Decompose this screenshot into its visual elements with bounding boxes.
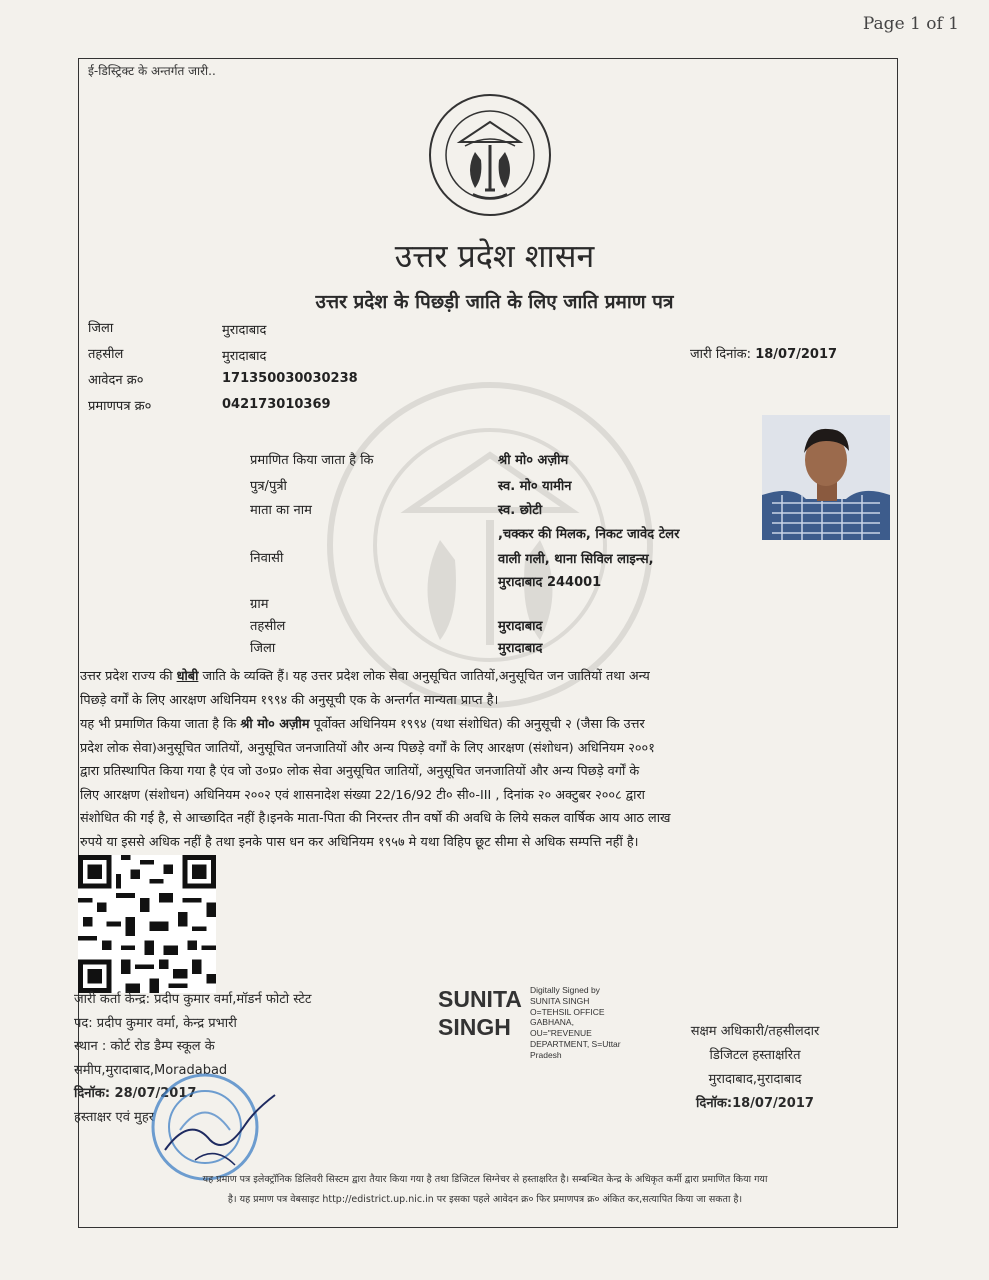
signature-detail-line: Digitally Signed by	[530, 985, 600, 995]
caste-text-suffix: जाति के व्यक्ति हैं। यह उत्तर प्रदेश लोक सेवा अनुसूचित जातियों,अनुसूचित जन जातियों तथा अन्य	[198, 669, 650, 684]
caste-paragraph	[80, 665, 888, 712]
certificate-number-value: 042173010369	[222, 397, 331, 412]
signature-detail-line: OU="REVENUE	[530, 1028, 592, 1039]
resident-label: निवासी	[250, 551, 284, 566]
certification-line-4: लिए आरक्षण (संशोधन) अधिनियम २००२ एवं शासनादेश संख्या 22/16/92 टी० सी०-III , दिनांक २० अक्टुबर २००८ द्वारा	[80, 787, 645, 803]
caste-text-prefix: उत्तर प्रदेश राज्य की	[80, 669, 177, 684]
application-number-value: 171350030030238	[222, 371, 358, 386]
certificate-number-label: प्रमाणपत्र क्र०	[88, 399, 152, 414]
certify-label: प्रमाणित किया जाता है कि	[250, 453, 374, 468]
emblem-watermark-icon	[300, 380, 680, 710]
tehsil-label: तहसील	[88, 347, 124, 362]
certification-line-3: द्वारा प्रतिस्थापित किया गया है एंव जो उ०प्र० लोक सेवा अनुसूचित जातियों, अनुसूचित जनजातियों और अन्य पिछड़े वर्गों के	[80, 764, 640, 779]
certification-paragraph	[80, 713, 888, 854]
certification-text-prefix: यह भी प्रमाणित किया जाता है कि	[80, 717, 241, 732]
issuer-post: पद: प्रदीप कुमार वर्मा, केन्द्र प्रभारी	[74, 1015, 237, 1031]
page-number: Page 1 of 1	[862, 14, 959, 34]
officer-block	[650, 1020, 860, 1116]
village-label: ग्राम	[250, 597, 269, 612]
district-value: मुरादाबाद	[222, 323, 267, 338]
issuer-signature-label: हस्ताक्षर एवं मुहर	[74, 1109, 155, 1125]
details-district-label: जिला	[250, 641, 276, 656]
officer-signed: डिजिटल हस्ताक्षरित	[709, 1048, 801, 1063]
person-photo-icon	[762, 415, 890, 540]
address-line-3: मुरादाबाद 244001	[498, 575, 602, 590]
applicant-photo	[762, 415, 890, 540]
application-number-label: आवेदन क्र०	[88, 373, 144, 388]
certificate-subtitle: उत्तर प्रदेश के पिछड़ी जाति के लिए जाति प्रमाण पत्र	[315, 291, 674, 313]
caste-text-line-2: पिछड़े वर्गों के लिए आरक्षण अधिनियम १९९४ की अनुसूची एक के अन्तर्गत मान्यता प्राप्त है।	[80, 692, 499, 708]
header-note: ई-डिस्ट्रिक्ट के अन्तर्गत जारी..	[88, 64, 216, 78]
details-tehsil-label: तहसील	[250, 619, 286, 634]
issuer-place-line-1: स्थान : कोर्ट रोड डैम्प स्कूल के	[74, 1039, 215, 1054]
signature-detail-line: O=TEHSIL OFFICE	[530, 1006, 605, 1017]
digital-signature-details	[530, 985, 640, 1061]
signer-first-name: SUNITA	[438, 986, 522, 1012]
tehsil-value: मुरादाबाद	[222, 349, 267, 364]
digital-signature-name	[438, 985, 522, 1041]
footer-line-1: यह प्रमाण पत्र इलेक्ट्रॉनिक डिलिवरी सिस्टम द्वारा तैयार किया गया है तथा डिजिटल सिग्नेचर से हस्ताक्षरित है। सम्बन्धित केन्द्र के अधिकृत कर्मी द्वारा प्रमाणित किया गया	[202, 1174, 768, 1185]
mother-name: स्व. छोटी	[498, 503, 543, 518]
caste-name: धोबी	[176, 669, 199, 684]
issue-date	[690, 344, 837, 362]
mother-label: माता का नाम	[250, 503, 312, 518]
signature-detail-line: DEPARTMENT, S=Uttar	[530, 1038, 621, 1049]
officer-date: दिनॉक:18/07/2017	[696, 1096, 814, 1111]
footer-line-2: है। यह प्रमाण पत्र वेबसाइट http://edistrict.up.nic.in पर इसका पहले आवेदन क्र० फिर प्रमाणपत्र क्र० अंकित कर,सत्यापित किया जा सकता है।	[227, 1194, 743, 1205]
qr-code-icon	[78, 855, 216, 993]
signature-detail-line: SUNITA SINGH	[530, 995, 590, 1006]
certification-text-suffix: पूर्वोक्त अधिनियम १९९४ (यथा संशोधित) की अनुसूची २ (जैसा कि उत्तर	[309, 717, 645, 732]
officer-title: सक्षम अधिकारी/तहसीलदार	[690, 1024, 820, 1039]
issuer-stamp-icon	[135, 1055, 285, 1185]
issuer-centre: जारी कर्ता केन्द्र: प्रदीप कुमार वर्मा,मॉडर्न फोटो स्टेट	[74, 992, 312, 1007]
details-district-value: मुरादाबाद	[498, 641, 543, 656]
certification-name: श्री मो० अज़ीम	[240, 717, 310, 732]
child-of-label: पुत्र/पुत्री	[250, 479, 287, 494]
signer-last-name: SINGH	[438, 1014, 511, 1040]
father-name: स्व. मो० यामीन	[498, 479, 572, 494]
page-title: उत्तर प्रदेश शासन	[394, 237, 595, 275]
up-government-emblem-icon	[425, 90, 555, 220]
issue-date-label: जारी दिनांक:	[690, 347, 752, 362]
issuer-place-line-2: समीप,मुरादाबाद,Moradabad	[74, 1062, 228, 1078]
issuer-date: दिनॉक: 28/07/2017	[74, 1086, 197, 1101]
certification-line-2: प्रदेश लोक सेवा)अनुसूचित जातियों, अनुसूचित जनजातियों और अन्य पिछड़े वर्गों के लिए आरक्षण (संशोधन) अधिनियम २००१	[80, 740, 655, 756]
certification-line-5: संशोधित की गई है, से आच्छादित नहीं है।इनके माता-पिता की निरन्तर तीन वर्षो की अवधि के लिये सकल वार्षिक आय आठ लाख	[80, 811, 671, 826]
signature-detail-line: GABHANA,	[530, 1017, 574, 1028]
address-line-1: ,चक्कर की मिलक, निकट जावेद टेलर	[498, 527, 680, 542]
issue-date-value: 18/07/2017	[755, 347, 838, 362]
officer-place: मुरादाबाद,मुरादाबाद	[708, 1072, 802, 1087]
details-tehsil-value: मुरादाबाद	[498, 619, 543, 634]
address-line-2: वाली गली, थाना सिविल लाइन्स,	[498, 552, 654, 567]
signature-detail-line: Pradesh	[530, 1049, 562, 1060]
district-label: जिला	[88, 321, 114, 336]
applicant-name: श्री मो० अज़ीम	[498, 453, 569, 468]
certification-line-6: रुपये या इससे अधिक नहीं है तथा इनके पास धन कर अधिनियम १९५७ मे यथा विहिप छूट सीमा से अधिक सम्पत्ति नहीं है।	[80, 834, 639, 850]
